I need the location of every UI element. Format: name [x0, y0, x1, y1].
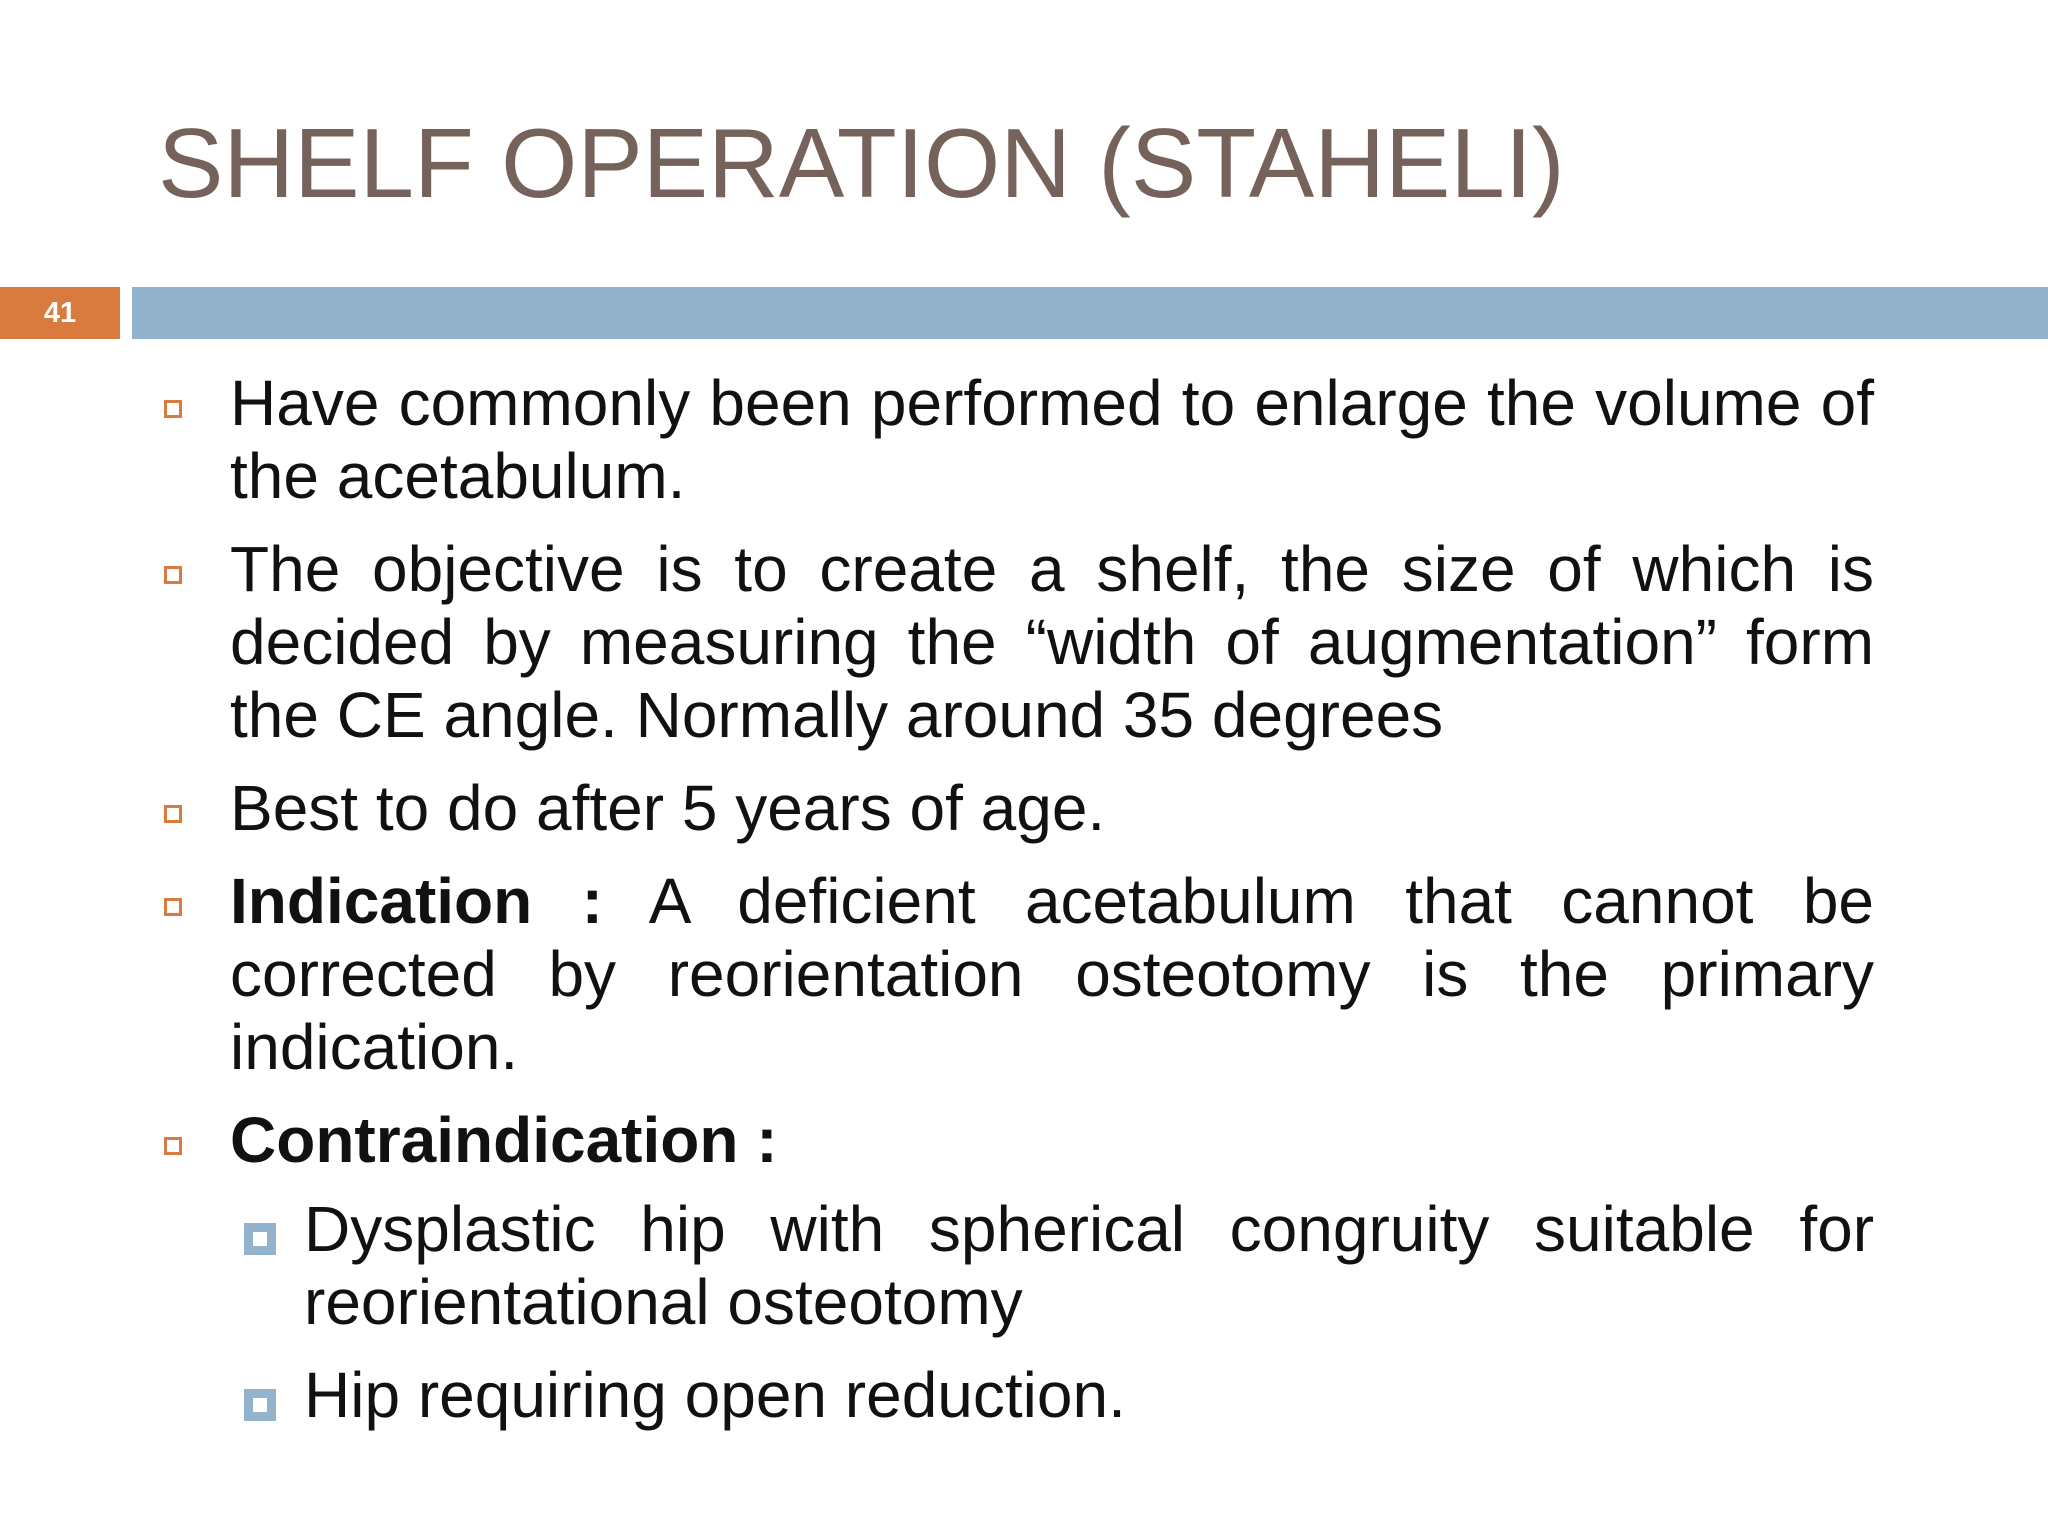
bullet-item — [160, 1104, 1874, 1432]
bullet-lead-indication: Indication : — [230, 865, 603, 937]
slide-number-badge: 41 — [0, 287, 120, 339]
bullet-item — [160, 367, 1874, 513]
slide-title: SHELF OPERATION (STAHELI) — [158, 108, 1565, 218]
sub-bullet-text: Hip requiring open reduction. — [304, 1359, 1126, 1431]
bullet-item — [160, 772, 1874, 845]
bullet-text: Best to do after 5 years of age. — [230, 772, 1106, 844]
sub-bullet-item — [232, 1193, 1874, 1339]
bullet-text: A deficient acetabulum that cannot be corrected by reorientation osteotomy is the primary indication. — [230, 865, 1875, 1083]
bullet-item — [160, 533, 1874, 752]
square-bullet-icon — [164, 566, 182, 584]
square-bullet-icon — [164, 898, 182, 916]
sub-bullet-list — [230, 1193, 1874, 1432]
bullet-text: The objective is to create a shelf, the size of which is decided by measuring the “width of augmentation” form the CE angle. Normally around 35 degrees — [230, 533, 1874, 751]
bullet-item — [160, 865, 1874, 1084]
title-divider-bar — [132, 287, 2048, 339]
square-bullet-icon — [164, 1137, 182, 1155]
bullet-list — [160, 367, 1874, 1452]
filled-square-bullet-icon — [244, 1223, 276, 1255]
sub-bullet-item — [232, 1359, 1874, 1432]
square-bullet-icon — [164, 400, 182, 418]
filled-square-bullet-icon — [244, 1389, 276, 1421]
square-bullet-icon — [164, 805, 182, 823]
bullet-lead-contraindication: Contraindication : — [230, 1104, 778, 1176]
sub-bullet-text: Dysplastic hip with spherical congruity suitable for reorientational osteotomy — [304, 1193, 1874, 1338]
bullet-text: Have commonly been performed to enlarge the volume of the acetabulum. — [230, 367, 1874, 512]
